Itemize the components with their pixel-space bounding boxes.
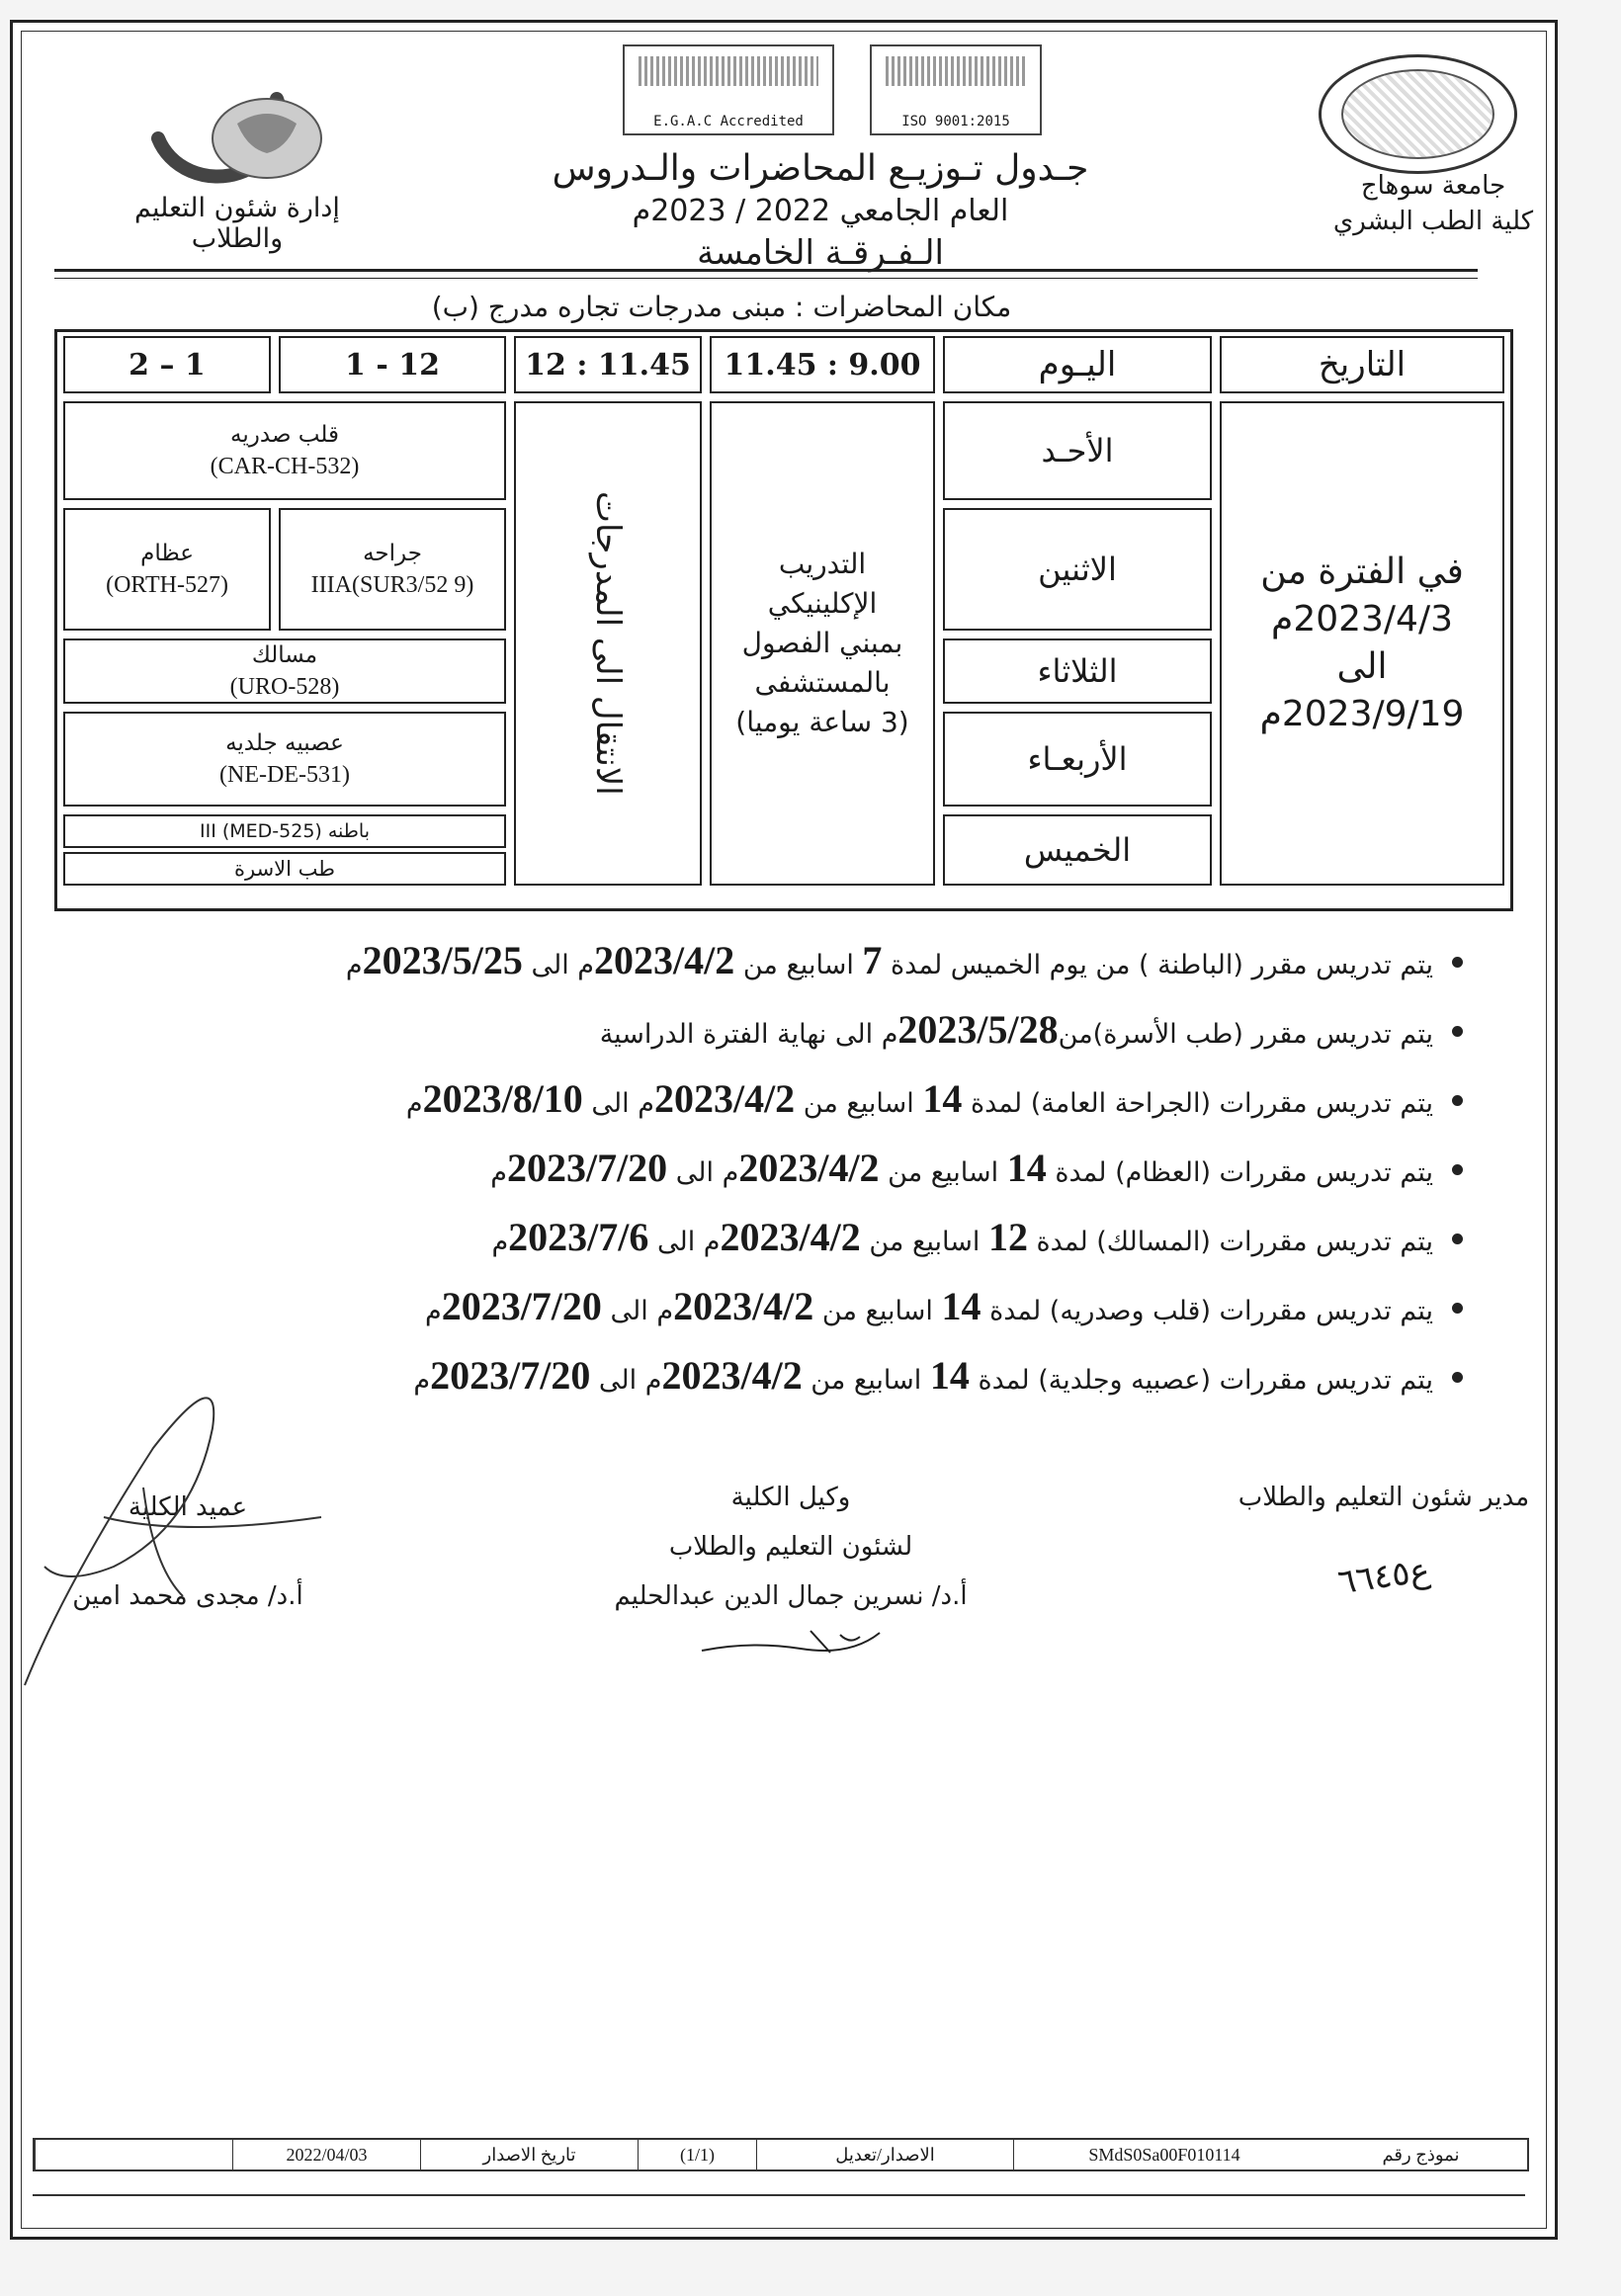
signatory-title: عميد الكلية bbox=[128, 1492, 248, 1522]
iso-certificate-badge bbox=[870, 44, 1042, 135]
training-line: الإكلينيكي bbox=[767, 587, 878, 620]
handwritten-signature: ع٦٦٤٥ bbox=[1334, 1550, 1433, 1603]
signatory-title: مدير شئون التعليم والطلاب bbox=[1237, 1483, 1530, 1512]
issue-date-label: تاريخ الاصدار bbox=[420, 2140, 638, 2169]
period-from-label: في الفترة من bbox=[1260, 552, 1464, 592]
header-divider bbox=[54, 269, 1478, 272]
header-time-3: 1 - 12 bbox=[279, 336, 506, 393]
schedule-table bbox=[54, 329, 1513, 911]
course-code: IIIA(SUR3/52 9) bbox=[310, 572, 474, 598]
date-period bbox=[1220, 401, 1504, 886]
university-seal bbox=[1319, 54, 1517, 174]
footer-divider bbox=[33, 2194, 1525, 2196]
note-item: يتم تدريس مقرر (الباطنة ) من يوم الخميس لمدة 7 اسابيع من 2023/4/2م الى 2023/5/25م bbox=[326, 931, 1463, 1000]
period-end-date: 2023/9/19م bbox=[1259, 694, 1465, 734]
faculty-name: كلية الطب البشري bbox=[1332, 207, 1534, 236]
issue-date: 2022/04/03 bbox=[232, 2140, 420, 2169]
period-to-label: الى bbox=[1336, 646, 1388, 687]
note-item: يتم تدريس مقررات (المسالك) لمدة 12 اسابيع من 2023/4/2م الى 2023/7/6م bbox=[326, 1208, 1463, 1277]
academic-year: العام الجامعي 2022 / 2023م bbox=[632, 194, 1009, 228]
seal-emblem bbox=[1341, 69, 1494, 159]
signature-student-affairs-manager bbox=[1226, 1473, 1542, 1601]
training-hours: (3 ساعة يوميا) bbox=[735, 706, 909, 738]
course-code: (ORTH-527) bbox=[106, 572, 228, 598]
day-tuesday: الثلاثاء bbox=[943, 638, 1212, 704]
course-orthopedics bbox=[63, 508, 271, 631]
cert-right-label: ISO 9001:2015 bbox=[901, 114, 1010, 129]
signatory-name: أ.د/ مجدى محمد امين bbox=[72, 1581, 303, 1611]
course-family-medicine: طب الاسرة bbox=[63, 852, 506, 886]
course-name: قلب صدريه bbox=[230, 422, 339, 448]
clinical-training-block bbox=[710, 401, 935, 886]
form-number: SMdS0Sa00F010114 bbox=[1013, 2140, 1315, 2169]
course-urology bbox=[63, 638, 506, 704]
day-wednesday: الأربعـاء bbox=[943, 712, 1212, 807]
course-code: (CAR-CH-532) bbox=[210, 454, 360, 479]
signature-vice-dean bbox=[593, 1473, 988, 1677]
course-neuro-derm bbox=[63, 712, 506, 807]
header-time-1: 11.45 : 9.00 bbox=[710, 336, 935, 393]
header-time-4: 2 – 1 bbox=[63, 336, 271, 393]
course-name: عصبيه جلديه bbox=[225, 730, 344, 756]
faculty-logo bbox=[119, 69, 366, 208]
notes-list bbox=[326, 931, 1463, 1415]
signatory-title: وكيل الكلية bbox=[730, 1483, 851, 1512]
day-thursday: الخميس bbox=[943, 814, 1212, 886]
university-name: جامعة سوهاج bbox=[1360, 171, 1506, 201]
signature-scribble bbox=[692, 1621, 890, 1660]
egac-certificate-badge bbox=[623, 44, 834, 135]
header-day: اليـوم bbox=[943, 336, 1212, 393]
transition-cell bbox=[514, 401, 702, 886]
department-name: إدارة شئون التعليم والطلاب bbox=[134, 193, 340, 254]
training-line: التدريب bbox=[778, 548, 867, 580]
header-time-2: 12 : 11.45 bbox=[514, 336, 702, 393]
course-code: (URO-528) bbox=[229, 674, 340, 700]
course-code: (NE-DE-531) bbox=[219, 762, 350, 788]
course-name: عظام bbox=[140, 541, 194, 566]
signatory-subtitle: لشئون التعليم والطلاب bbox=[668, 1532, 913, 1562]
period-start-date: 2023/4/3م bbox=[1271, 599, 1453, 639]
note-item: يتم تدريس مقررات (العظام) لمدة 14 اسابيع من 2023/4/2م الى 2023/7/20م bbox=[326, 1139, 1463, 1208]
note-item: يتم تدريس مقرر (طب الأسرة)من2023/5/28م الى نهاية الفترة الدراسية bbox=[326, 1000, 1463, 1069]
version-label: الاصدار/تعديل bbox=[756, 2140, 1013, 2169]
day-monday: الاثنين bbox=[943, 508, 1212, 631]
footer-empty-cell bbox=[35, 2140, 232, 2169]
university-header bbox=[1305, 168, 1562, 239]
note-item: يتم تدريس مقررات (قلب وصدريه) لمدة 14 اسابيع من 2023/4/2م الى 2023/7/20م bbox=[326, 1277, 1463, 1346]
form-number-label: نموذج رقم bbox=[1382, 2144, 1460, 2165]
document-title-block bbox=[514, 146, 1127, 275]
header-date: التاريخ bbox=[1220, 336, 1504, 393]
note-item: يتم تدريس مقررات (الجراحة العامة) لمدة 14 اسابيع من 2023/4/2م الى 2023/8/10م bbox=[326, 1069, 1463, 1139]
course-name: مسالك bbox=[251, 642, 318, 668]
lecture-venue: مكان المحاضرات : مبنى مدرجات تجاره مدرج (ب) bbox=[431, 291, 1012, 323]
cert-graphic bbox=[886, 56, 1026, 86]
cert-graphic bbox=[639, 56, 818, 86]
document-title: جـدول تـوزيـع المحاضرات والـدروس bbox=[552, 148, 1089, 189]
training-line: بمبني الفصول bbox=[741, 627, 903, 659]
course-internal-medicine: باطنه III (MED-525) bbox=[63, 814, 506, 848]
signatory-name: أ.د/ نسرين جمال الدين عبدالحليم bbox=[614, 1581, 968, 1611]
class-level: الـفـرقـة الخامسة bbox=[697, 233, 944, 273]
course-cardio-chest bbox=[63, 401, 506, 500]
course-surgery bbox=[279, 508, 506, 631]
version-value: (1/1) bbox=[638, 2140, 756, 2169]
training-line: بالمستشفى bbox=[754, 666, 891, 699]
move-to-halls-label: الانتقال الى المدرجات bbox=[588, 491, 628, 796]
note-item: يتم تدريس مقررات (عصبيه وجلدية) لمدة 14 اسابيع من 2023/4/2م الى 2023/7/20م bbox=[326, 1346, 1463, 1415]
day-sunday: الأحـد bbox=[943, 401, 1212, 500]
header-divider-thin bbox=[54, 278, 1478, 279]
dean-signature-scribble bbox=[5, 1369, 331, 1705]
cert-left-label: E.G.A.C Accredited bbox=[653, 114, 804, 129]
form-footer bbox=[33, 2138, 1529, 2171]
course-name: جراحه bbox=[363, 541, 422, 566]
